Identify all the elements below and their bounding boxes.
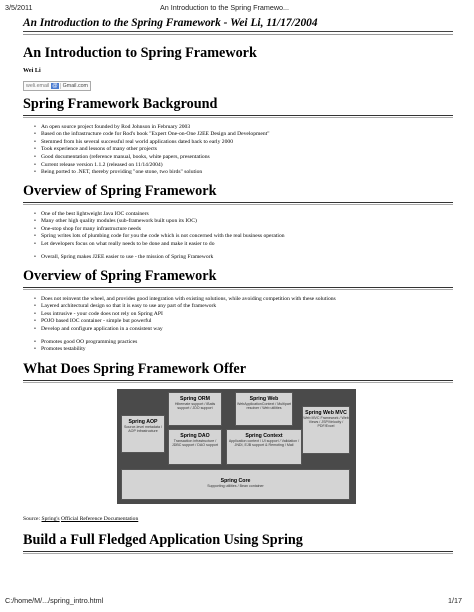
- module-title: Spring Context: [245, 433, 283, 439]
- section-heading: Overview of Spring Framework: [23, 184, 453, 203]
- list-item: • Stemmed from his several successful real world applications dated back to early 2000: [41, 139, 453, 147]
- module-spring-dao: [168, 429, 222, 465]
- list-item: • Does not reinvent the wheel, and provides good integration with existing solutions, while avoiding competition with these solutions: [41, 296, 453, 304]
- section-rule: [23, 117, 453, 118]
- bullet-list: [23, 124, 453, 177]
- list-item: • Less intrusive - your code does not rely on Spring API: [41, 311, 453, 319]
- section-rule: [23, 204, 453, 205]
- list-item: • Promotes testability: [41, 346, 453, 354]
- module-spring-web: [235, 392, 293, 426]
- module-spring-aop: [121, 415, 165, 453]
- document-page: [23, 14, 453, 92]
- module-title: Spring AOP: [128, 419, 158, 425]
- section-heading: Spring Framework Background: [23, 97, 453, 116]
- module-subtitle: Application context / UI support / Validation / JNDI, EJB support & Remoting / Mail: [228, 439, 300, 448]
- source-link-spring[interactable]: Spring's: [41, 516, 60, 522]
- section-rule: [23, 553, 453, 554]
- section-overview-1: [23, 184, 453, 261]
- bullet-list: [23, 211, 453, 249]
- section-rule: [23, 289, 453, 290]
- module-title: Spring Core: [220, 478, 251, 484]
- module-spring-core: [121, 469, 350, 500]
- list-item: • Layered architectural design so that it is easy to use any part of the framework: [41, 303, 453, 311]
- bullet-list-2: [23, 339, 453, 354]
- email-badge-at: @: [52, 82, 58, 89]
- email-badge-domain: Gmail.com: [60, 83, 90, 89]
- section-rule: [23, 382, 453, 383]
- print-page-number: 1/17: [448, 596, 462, 605]
- list-item: • One-stop shop for many infrastructure needs: [41, 226, 453, 234]
- module-title: Spring Web: [249, 396, 279, 402]
- section-offer: [23, 362, 453, 383]
- list-item: • Many other high quality modules (sub-framework built upon its IOC): [41, 218, 453, 226]
- list-item: • Based on the infrastructure code for Rod's book "Expert One-on-One J2EE Design and Development": [41, 131, 453, 139]
- module-spring-web-mvc: [302, 406, 350, 454]
- print-footer: [0, 594, 474, 608]
- module-title: Spring Web MVC: [305, 410, 347, 416]
- list-item: • One of the best lightweight Java IOC containers: [41, 211, 453, 219]
- list-item: • Current release version 1.1.2 (released on 11/14/2004): [41, 162, 453, 170]
- section-heading: Build a Full Fledged Application Using Spring: [23, 533, 453, 552]
- section-overview-2: [23, 269, 453, 354]
- list-item: • Good documentation (reference manual, books, white papers, presentations: [41, 154, 453, 162]
- list-item: • Promotes good OO programming practices: [41, 339, 453, 347]
- list-item: • Being ported to .NET, thereby providing "one stone, two birds" solution: [41, 169, 453, 177]
- section-heading: What Does Spring Framework Offer: [23, 362, 453, 381]
- module-subtitle: WebApplicationContext / Multipart resolver / Web utilities: [236, 402, 292, 411]
- print-header: [0, 0, 474, 14]
- list-item: • POJO based IOC container - simple but powerful: [41, 318, 453, 326]
- diagram-source: [23, 516, 138, 522]
- print-date: 3/5/2011: [5, 3, 33, 12]
- document-title: An Introduction to the Spring Framework - Wei Li, 11/17/2004: [23, 17, 318, 29]
- author-name: Wei Li: [23, 66, 41, 74]
- module-subtitle: Transaction infrastructure / JDBC support / DAO support: [171, 439, 219, 448]
- bullet-list: [23, 296, 453, 334]
- module-title: Spring DAO: [180, 433, 210, 439]
- print-file-path: C:/home/M/.../spring_intro.html: [5, 596, 104, 605]
- list-item: • Let developers focus on what really needs to be done and make it easier to do: [41, 241, 453, 249]
- bullet-list-2: [23, 254, 453, 262]
- list-item: • Took experience and lessons of many other projects: [41, 146, 453, 154]
- module-spring-orm: [168, 392, 222, 426]
- section-background: [23, 97, 453, 177]
- list-item: • Overall, Spring makes J2EE easier to use - the mission of Spring Framework: [41, 254, 453, 262]
- title-rule-thin: [23, 34, 453, 35]
- title-rule: [23, 31, 453, 32]
- source-prefix: Source:: [23, 516, 41, 522]
- module-subtitle: Hibernate support / iBatis support / JDO support: [174, 402, 216, 411]
- print-title: An Introduction to the Spring Framewo...: [160, 3, 290, 12]
- module-subtitle: Source-level metadata / AOP infrastructure: [124, 425, 162, 434]
- module-subtitle: Supporting utilities / Bean container: [207, 484, 264, 488]
- source-link-reference-docs[interactable]: Official Reference Documentation: [61, 516, 139, 522]
- email-badge: [23, 81, 91, 91]
- email-badge-user: weli.email: [26, 82, 50, 89]
- module-title: Spring ORM: [180, 396, 210, 402]
- section-build-app: [23, 533, 453, 554]
- module-subtitle: Web MVC Framework / Web Views / JSP/Velocity / PDF/Excel: [303, 416, 349, 429]
- list-item: • Spring writes lots of plumbing code for you the code which is not concerned with the real business operation: [41, 233, 453, 241]
- main-heading: An Introduction to Spring Framework: [23, 45, 257, 61]
- list-item: • An open source project founded by Rod Johnson in February 2003: [41, 124, 453, 132]
- section-heading: Overview of Spring Framework: [23, 269, 453, 288]
- module-spring-context: [226, 429, 302, 465]
- list-item: • Develop and configure application in a consistent way: [41, 326, 453, 334]
